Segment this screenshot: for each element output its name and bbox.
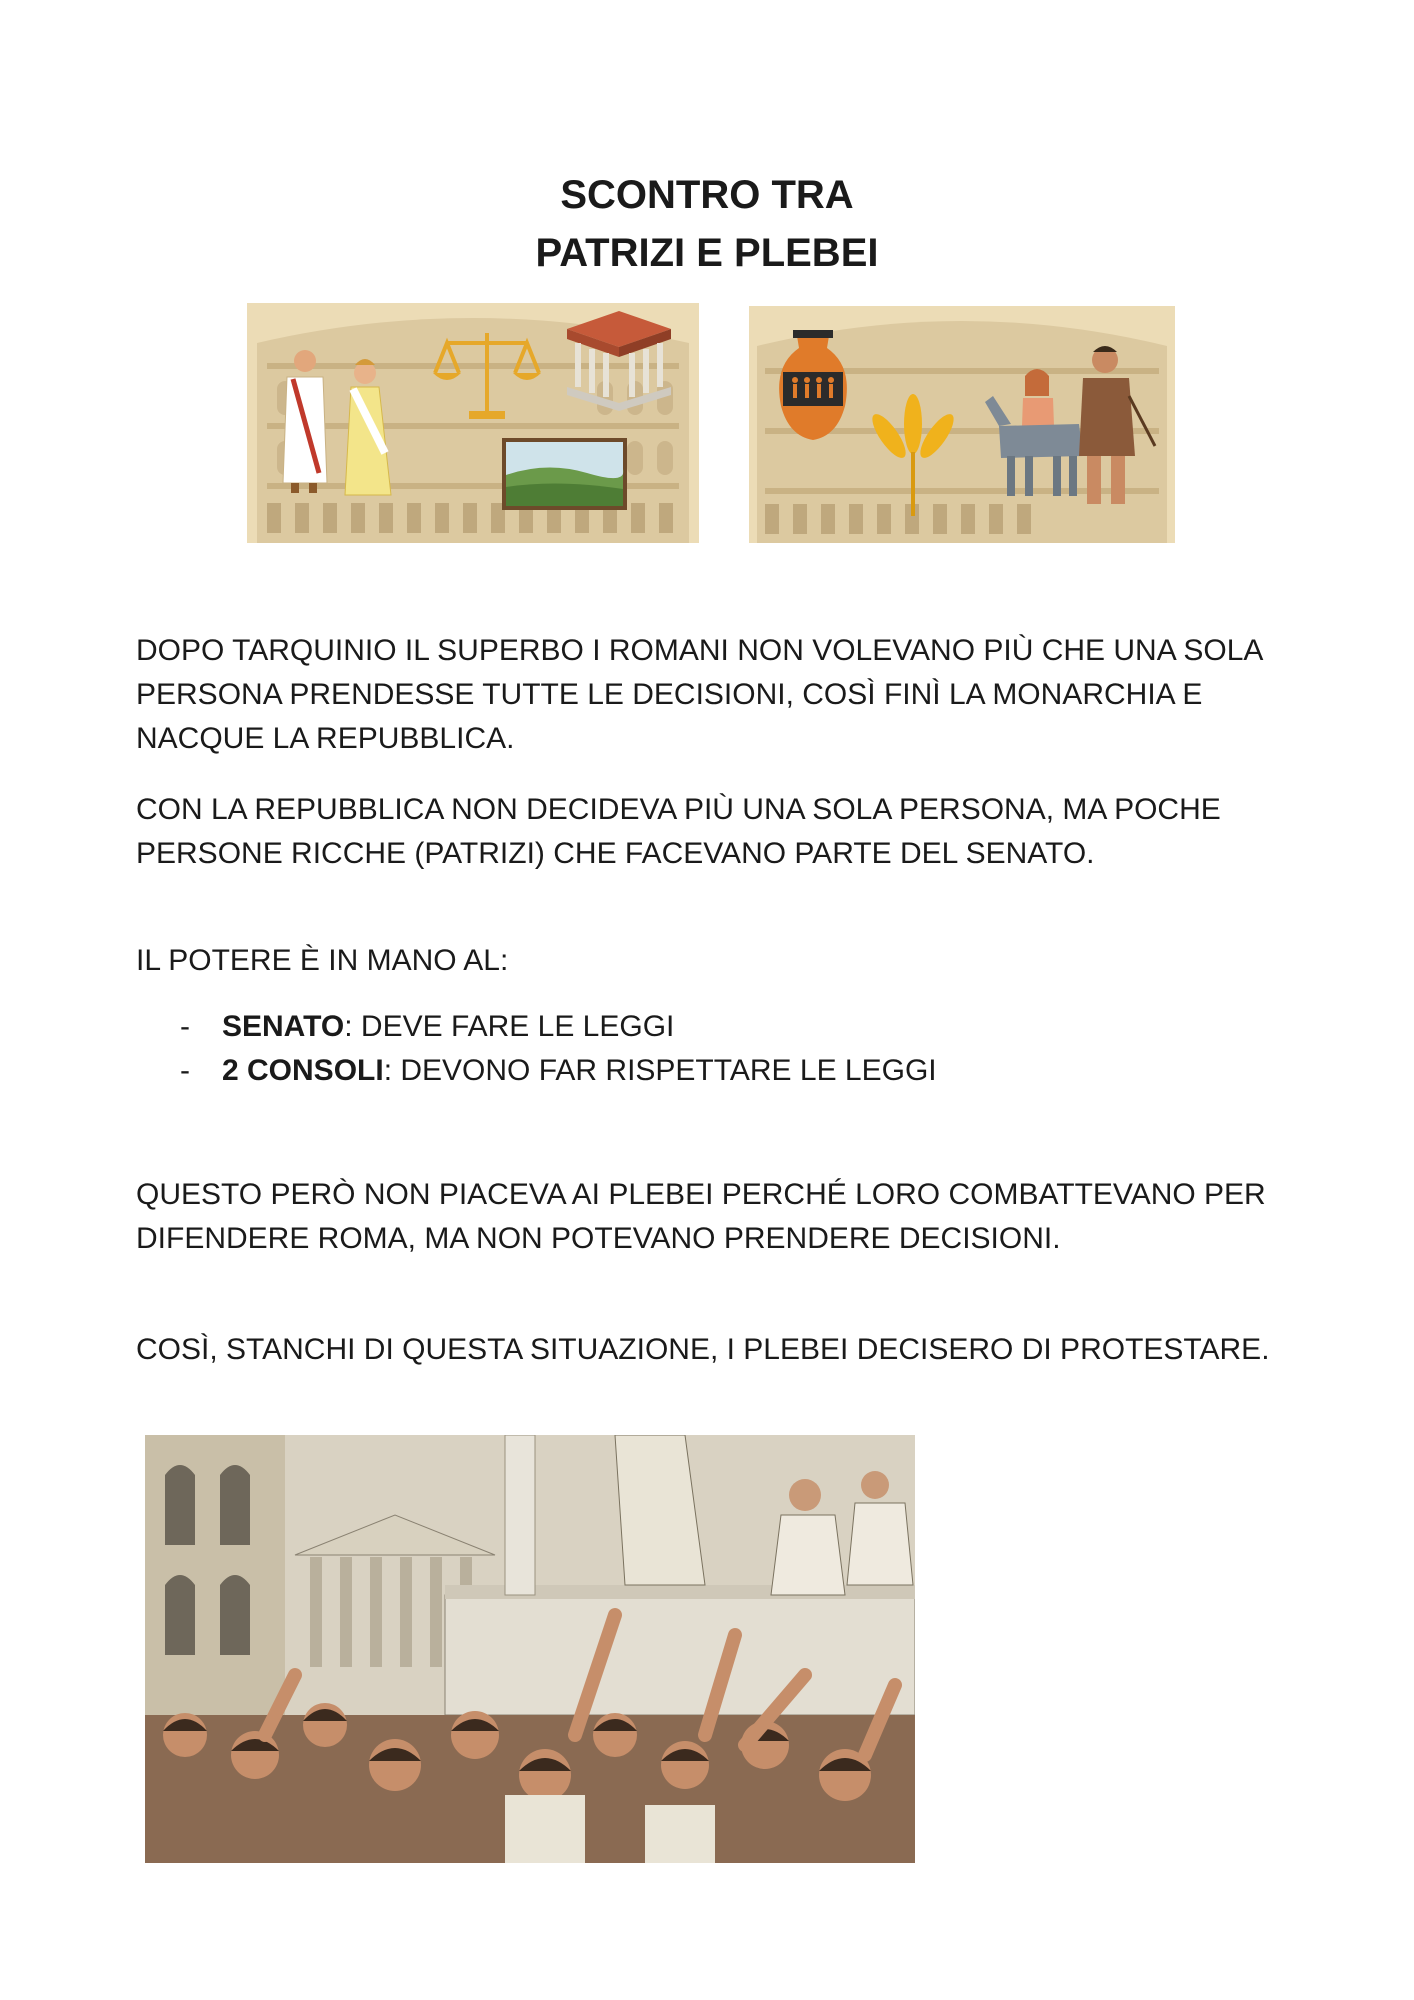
list-item-senato — [180, 1005, 937, 1049]
plebeians-illustration — [749, 306, 1175, 543]
plebeians-protest-illustration — [145, 1435, 915, 1863]
power-list — [180, 1005, 937, 1093]
page-title — [0, 166, 1414, 282]
paragraph-5: COSÌ, STANCHI DI QUESTA SITUAZIONE, I PLEBEI DECISERO DI PROTESTARE. — [136, 1333, 1270, 1366]
paragraph-1: DOPO TARQUINIO IL SUPERBO I ROMANI NON VOLEVANO PIÙ CHE UNA SOLA PERSONA PRENDESSE TUTTE LE DECISIONI, COSÌ FINÌ LA MONARCHIA E NACQUE LA REPUBBLICA. — [136, 634, 1262, 755]
paragraph-2: CON LA REPUBBLICA NON DECIDEVA PIÙ UNA SOLA PERSONA, MA POCHE PERSONE RICCHE (PATRIZI) CHE FACEVANO PARTE DEL SENATO. — [136, 793, 1221, 870]
list-dash: - — [180, 1054, 190, 1087]
title-line-2: PATRIZI E PLEBEI — [535, 231, 879, 275]
list-item-consoli — [180, 1049, 937, 1093]
list-term: 2 CONSOLI — [222, 1054, 384, 1087]
list-description: : DEVE FARE LE LEGGI — [344, 1010, 675, 1043]
paragraph-3: IL POTERE È IN MANO AL: — [136, 944, 509, 977]
list-dash: - — [180, 1010, 190, 1043]
title-line-1: SCONTRO TRA — [560, 173, 854, 217]
paragraph-4: QUESTO PERÒ NON PIACEVA AI PLEBEI PERCHÉ LORO COMBATTEVANO PER DIFENDERE ROMA, MA NON POTEVANO PRENDERE DECISIONI. — [136, 1178, 1266, 1255]
patricians-illustration — [247, 303, 699, 543]
list-term: SENATO — [222, 1010, 345, 1043]
list-description: : DEVONO FAR RISPETTARE LE LEGGI — [383, 1054, 937, 1087]
